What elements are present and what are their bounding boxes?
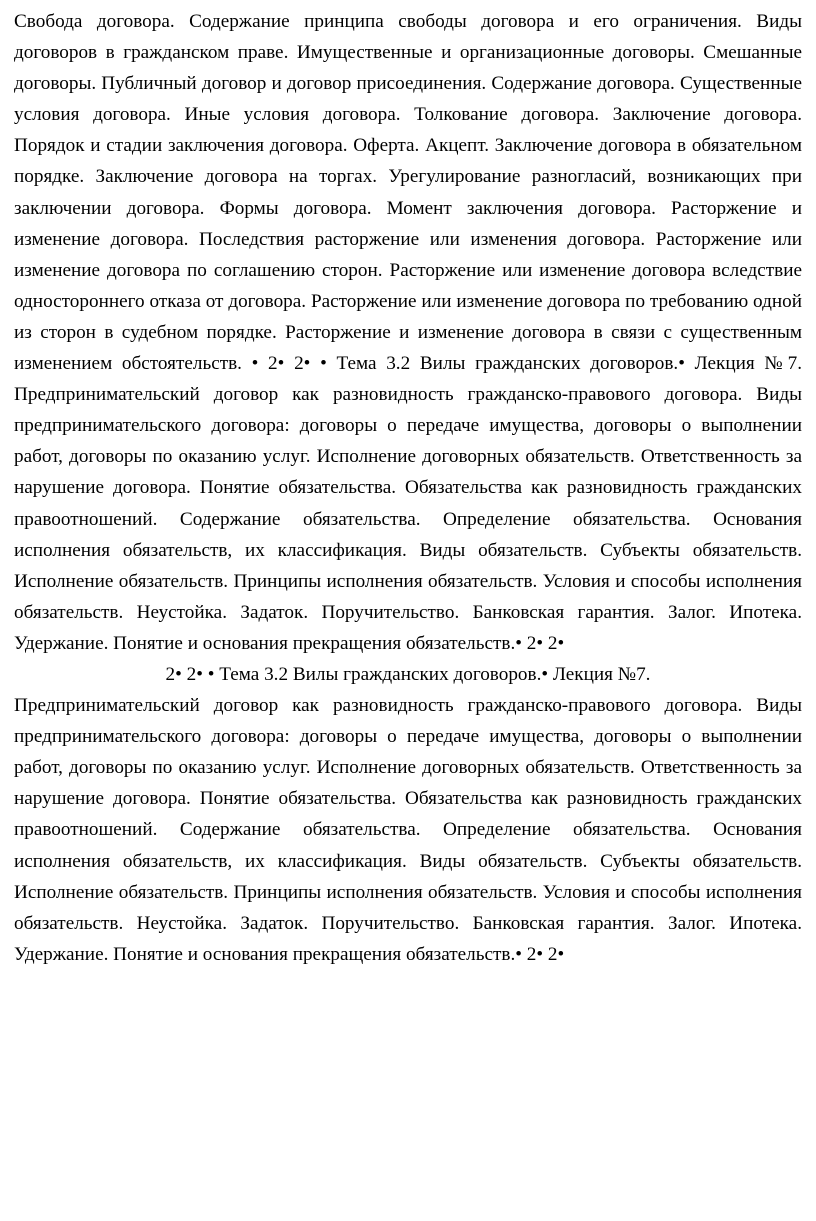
paragraph-1: Свобода договора. Содержание принципа свободы договора и его ограничения. Виды договоров в гражданском праве. Имущественные и организационные договоры. Смешанные договоры. Публичный договор и договор присоединения. Содержание договора. Существенные условия договора. Иные условия договора. Толкование договора. Заключение договора. Порядок и стадии заключения договора. Оферта. Акцепт. Заключение договора в обязательном порядке. Заключение договора на торгах. Урегулирование разногласий, возникающих при заключении договора. Формы договора. Момент заключения договора. Расторжение и изменение договора. Последствия расторжение или изменения договора. Расторжение или изменение договора по соглашению сторон. Расторжение или изменение договора вследствие одностороннего отказа от договора. Расторжение или изменение договора по требованию одной из сторон в судебном порядке. Расторжение и изменение договора в связи с существенным изменением обстоятельств. • 2• 2• • Тема 3.2 Вилы гражданских договоров.• Лекция №7. Предпринимательский договор как разновидность гражданско-правового договора. Виды предпринимательского договора: договоры о передаче имущества, договоры о выполнении работ, договоры по оказанию услуг. Исполнение договорных обязательств. Ответственность за нарушение договора. Понятие обязательства. Обязательства как разновидность гражданских правоотношений. Содержание обязательства. Определение обязательства. Основания исполнения обязательств, их классификация. Виды обязательств. Субъекты обязательств. Исполнение обязательств. Принципы исполнения обязательств. Условия и способы исполнения обязательств. Неустойка. Задаток. Поручительство. Банковская гарантия. Залог. Ипотека. Удержание. Понятие и основания прекращения обязательств.• 2• 2• (14, 11, 802, 654)
paragraph-2: 2• 2• • Тема 3.2 Вилы гражданских договоров.• Лекция №7. (165, 663, 651, 685)
paragraph-3: Предпринимательский договор как разновидность гражданско-правового договора. Виды предпринимательского договора: договоры о передаче имущества, договоры о выполнении работ, договоры по оказанию услуг. Исполнение договорных обязательств. Ответственность за нарушение договора. Понятие обязательства. Обязательства как разновидность гражданских правоотношений. Содержание обязательства. Определение обязательства. Основания исполнения обязательств, их классификация. Виды обязательств. Субъекты обязательств. Исполнение обязательств. Принципы исполнения обязательств. Условия и способы исполнения обязательств. Неустойка. Задаток. Поручительство. Банковская гарантия. Залог. Ипотека. Удержание. Понятие и основания прекращения обязательств.• 2• 2• (14, 695, 802, 965)
document-body (14, 6, 802, 970)
